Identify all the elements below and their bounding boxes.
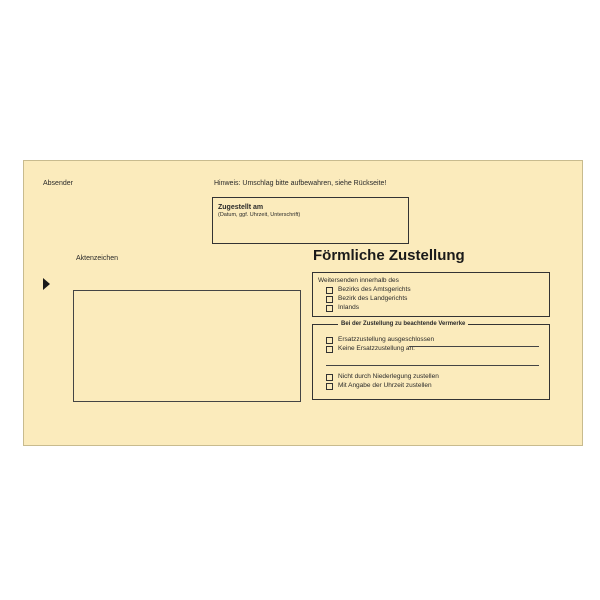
forwarding-option[interactable] (326, 286, 411, 294)
notes-option[interactable] (326, 345, 415, 353)
sender-label: Absender (43, 180, 73, 187)
envelope (23, 160, 583, 446)
checkbox[interactable] (326, 296, 333, 303)
address-window (73, 290, 301, 402)
recipient-line (409, 346, 539, 347)
separator-line (326, 365, 539, 366)
checkbox[interactable] (326, 374, 333, 381)
file-reference-label: Aktenzeichen (76, 255, 119, 262)
delivered-on-box (212, 197, 409, 244)
checkbox[interactable] (326, 383, 333, 390)
checkbox-label: Keine Ersatzzustellung an: (338, 344, 415, 352)
checkbox[interactable] (326, 337, 333, 344)
forwarding-option[interactable] (326, 295, 407, 303)
checkbox[interactable] (326, 346, 333, 353)
checkbox-label: Nicht durch Niederlegung zustellen (338, 372, 439, 380)
delivered-on-title: Zugestellt am (218, 204, 264, 211)
checkbox-label: Bezirk des Landgerichts (338, 294, 408, 302)
checkbox-label: Mit Angabe der Uhrzeit zustellen (338, 381, 432, 389)
notes-option[interactable] (326, 373, 439, 381)
checkbox-label: Bezirks des Amtsgerichts (338, 285, 411, 293)
hint-text: Hinweis: Umschlag bitte aufbewahren, siehe Rückseite! (214, 180, 387, 187)
checkbox[interactable] (326, 287, 333, 294)
delivery-notes-box (312, 324, 550, 400)
delivery-notes-legend: Bei der Zustellung zu beachtende Vermerke (338, 321, 468, 327)
checkbox[interactable] (326, 305, 333, 312)
form-title: Förmliche Zustellung (313, 247, 465, 264)
forwarding-option[interactable] (326, 304, 359, 312)
checkbox-label: Inlands (338, 303, 359, 311)
forwarding-box (312, 272, 550, 317)
forwarding-heading: Weitersenden innerhalb des (318, 277, 399, 284)
delivered-on-subtitle: (Datum, ggf. Uhrzeit, Unterschrift) (218, 212, 301, 218)
notes-option[interactable] (326, 382, 432, 390)
notes-option[interactable] (326, 336, 434, 344)
arrow-marker-icon (43, 278, 50, 290)
checkbox-label: Ersatzzustellung ausgeschlossen (338, 335, 435, 343)
